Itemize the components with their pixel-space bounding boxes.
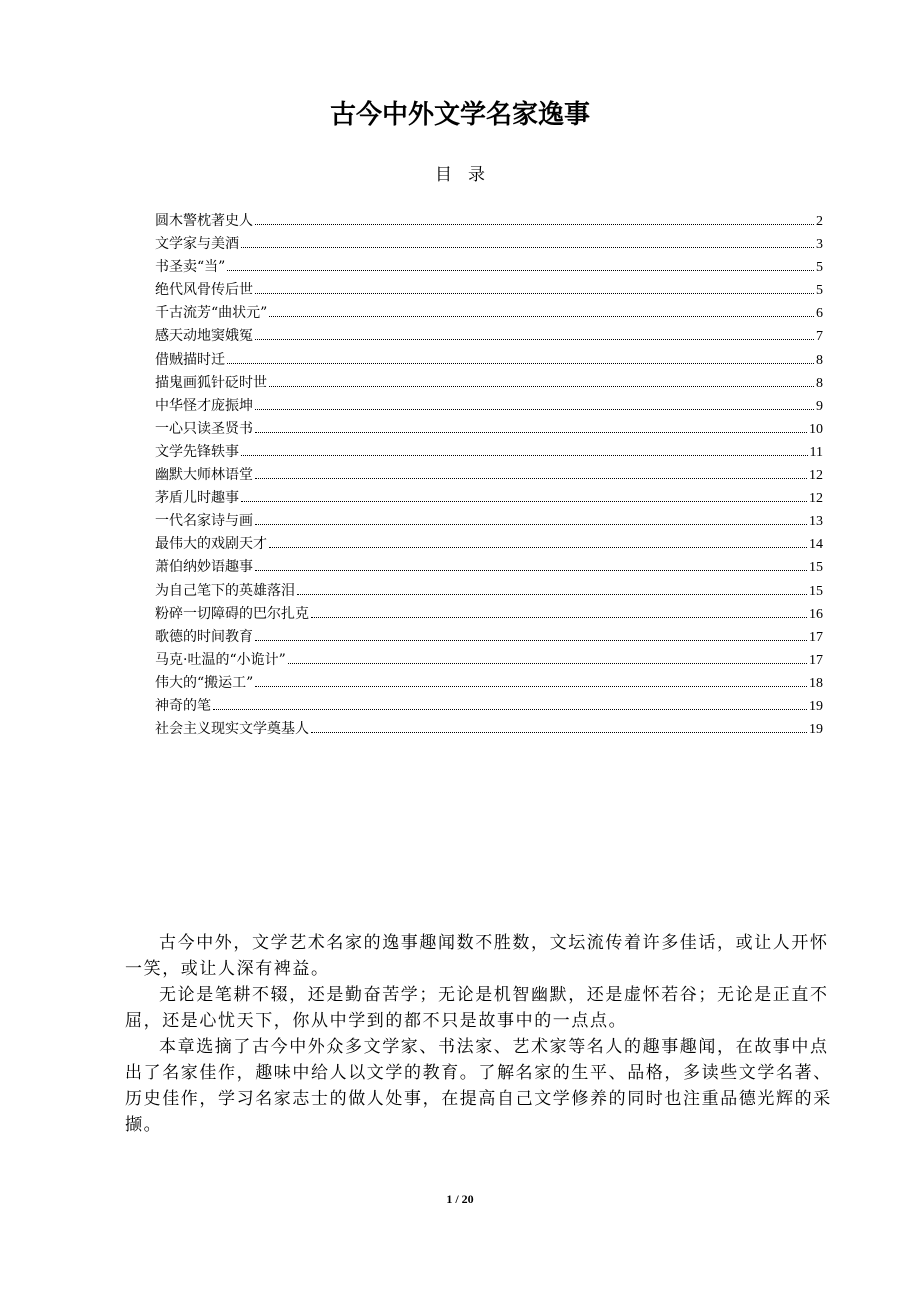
toc-entry-label: 歌德的时间教育 xyxy=(155,628,253,645)
toc-entry-page: 8 xyxy=(816,375,823,391)
toc-entry-page: 10 xyxy=(809,421,823,437)
toc-leader-dots xyxy=(241,454,808,456)
toc-leader-dots xyxy=(311,731,807,733)
toc-entry-page: 6 xyxy=(816,306,823,322)
toc-entry-page: 7 xyxy=(816,329,823,345)
toc-entry-page: 18 xyxy=(809,675,823,691)
toc-entry[interactable] xyxy=(155,464,823,487)
toc-entry[interactable] xyxy=(155,556,823,579)
toc-leader-dots xyxy=(213,708,807,710)
toc-leader-dots xyxy=(269,385,814,387)
toc-entry-page: 14 xyxy=(809,537,823,553)
toc-entry[interactable] xyxy=(155,302,823,325)
toc-entry-label: 描鬼画狐针砭时世 xyxy=(155,374,267,391)
toc-leader-dots xyxy=(227,269,814,271)
toc-entry[interactable] xyxy=(155,718,823,741)
document-title: 古今中外文学名家逸事 xyxy=(329,100,590,130)
toc-leader-dots xyxy=(311,616,807,618)
toc-entry-page: 12 xyxy=(809,468,823,484)
toc-leader-dots xyxy=(255,338,814,340)
toc-entry-page: 19 xyxy=(809,722,823,738)
toc-entry-label: 伟大的“搬运工” xyxy=(155,674,254,691)
toc-leader-dots xyxy=(255,223,814,225)
toc-entry-label: 千古流芳“曲状元” xyxy=(155,305,268,322)
toc-leader-dots xyxy=(241,500,807,502)
toc-heading: 目录 xyxy=(435,165,501,185)
toc-entry-label: 借贼描时迁 xyxy=(155,351,225,368)
toc-entry[interactable] xyxy=(155,649,823,672)
toc-entry-label: 一心只读圣贤书 xyxy=(155,420,253,437)
page-number: 1 / 20 xyxy=(446,1192,474,1206)
toc-entry-page: 12 xyxy=(809,491,823,507)
toc-entry-page: 8 xyxy=(816,352,823,368)
toc-entry-label: 神奇的笔 xyxy=(155,697,211,714)
toc-entry-page: 5 xyxy=(816,283,823,299)
toc-entry[interactable] xyxy=(155,441,823,464)
toc-entry[interactable] xyxy=(155,487,823,510)
toc-leader-dots xyxy=(255,477,807,479)
toc-entry[interactable] xyxy=(155,510,823,533)
toc-leader-dots xyxy=(241,246,814,248)
toc-leader-dots xyxy=(255,569,807,571)
toc-entry-label: 茅盾儿时趣事 xyxy=(155,490,239,507)
paragraph: 古今中外，文学艺术名家的逸事趣闻数不胜数，文坛流传着许多佳话，或让人开怀一笑，或让人深有裨益。 xyxy=(125,933,829,979)
toc-entry[interactable] xyxy=(155,672,823,695)
toc-entry[interactable] xyxy=(155,372,823,395)
toc-entry[interactable] xyxy=(155,256,823,279)
toc-leader-dots xyxy=(297,593,807,595)
toc-leader-dots xyxy=(255,292,814,294)
toc-entry[interactable] xyxy=(155,695,823,718)
toc-leader-dots xyxy=(255,639,807,641)
toc-entry-label: 圆木警枕著史人 xyxy=(155,213,253,229)
toc-entry[interactable] xyxy=(155,533,823,556)
toc-entry-label: 感天动地窦娥冤 xyxy=(155,328,253,345)
toc-entry[interactable] xyxy=(155,325,823,348)
toc-entry-page: 9 xyxy=(816,398,823,414)
toc-leader-dots xyxy=(255,523,807,525)
toc-entry[interactable] xyxy=(155,210,823,233)
toc-entry[interactable] xyxy=(155,279,823,302)
toc-entry-page: 16 xyxy=(809,606,823,622)
toc-entry[interactable] xyxy=(155,395,823,418)
toc-leader-dots xyxy=(255,408,814,410)
toc-entry-label: 一代名家诗与画 xyxy=(155,513,253,530)
paragraph: 本章选摘了古今中外众多文学家、书法家、艺术家等名人的趣事趣闻，在故事中点出了名家佳作，趣味中给人以文学的教育。了解名家的生平、品格，多读些文学名著、历史佳作，学习名家志士的做人处事，在提高自己文学修养的同时也注重品德光辉的采撷。 xyxy=(125,1037,832,1135)
toc-leader-dots xyxy=(269,315,814,317)
toc-leader-dots xyxy=(255,685,807,687)
paragraph: 无论是笔耕不辍，还是勤奋苦学；无论是机智幽默，还是虚怀若谷；无论是正直不屈，还是心忧天下，你从中学到的都不只是故事中的一点点。 xyxy=(125,985,829,1031)
toc-entry-page: 17 xyxy=(809,652,823,668)
toc-entry-label: 中华怪才庞振坤 xyxy=(155,397,253,414)
toc-entry[interactable] xyxy=(155,626,823,649)
toc-entry-label: 马克·吐温的“小诡计” xyxy=(155,651,286,668)
toc-leader-dots xyxy=(288,662,807,664)
table-of-contents xyxy=(155,210,823,741)
toc-entry-label: 社会主义现实文学奠基人 xyxy=(155,721,309,738)
toc-entry-page: 11 xyxy=(809,444,823,460)
toc-leader-dots xyxy=(269,546,807,548)
toc-leader-dots xyxy=(255,431,807,433)
toc-entry-label: 为自己笔下的英雄落泪 xyxy=(155,582,295,599)
toc-entry-label: 书圣卖“当” xyxy=(155,259,226,276)
toc-entry-page: 3 xyxy=(816,237,823,253)
toc-entry-page: 17 xyxy=(809,629,823,645)
toc-entry[interactable] xyxy=(155,603,823,626)
toc-entry-page: 2 xyxy=(816,214,823,229)
toc-entry-page: 15 xyxy=(809,560,823,576)
toc-entry-label: 粉碎一切障碍的巴尔扎克 xyxy=(155,605,309,622)
toc-entry[interactable] xyxy=(155,580,823,603)
toc-entry-label: 绝代风骨传后世 xyxy=(155,282,253,299)
toc-entry[interactable] xyxy=(155,349,823,372)
toc-entry[interactable] xyxy=(155,418,823,441)
intro-text xyxy=(125,930,837,1138)
toc-entry-page: 13 xyxy=(809,514,823,530)
toc-entry-label: 萧伯纳妙语趣事 xyxy=(155,559,253,576)
toc-entry-label: 文学家与美酒 xyxy=(155,236,239,253)
toc-entry[interactable] xyxy=(155,233,823,256)
toc-entry-label: 幽默大师林语堂 xyxy=(155,467,253,484)
toc-entry-label: 文学先锋轶事 xyxy=(155,443,239,460)
toc-entry-label: 最伟大的戏剧天才 xyxy=(155,536,267,553)
toc-leader-dots xyxy=(227,362,814,364)
toc-entry-page: 15 xyxy=(809,583,823,599)
toc-entry-page: 19 xyxy=(809,698,823,714)
toc-entry-page: 5 xyxy=(816,260,823,276)
